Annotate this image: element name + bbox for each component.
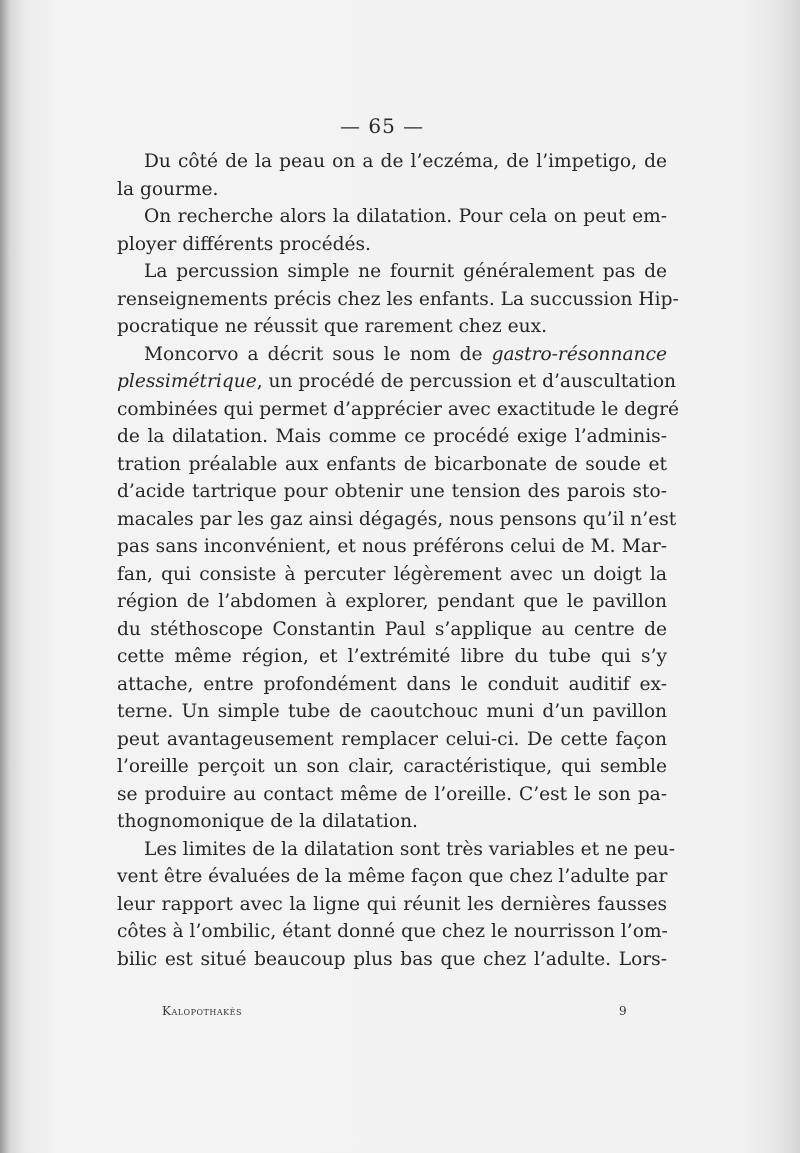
text-line: La percussion simple ne fournit généralement pas de [144, 261, 667, 282]
text-run: Moncorvo a décrit sous le nom de [144, 343, 492, 365]
text-line: pocratique ne réussit que rarement chez eux. [117, 316, 547, 337]
text-line: de la dilatation. Mais comme ce procédé exige l’adminis- [117, 426, 667, 447]
text-line: région de l’abdomen à explorer, pendant que le pavillon [117, 591, 667, 612]
text-line: fan, qui consiste à percuter légèrement avec un doigt la [117, 563, 667, 585]
text-line: terne. Un simple tube de caoutchouc muni d’un pavillon [117, 701, 667, 722]
text-line: bilic est situé beaucoup plus bas que chez l’adulte. Lors- [117, 948, 667, 970]
text-line: vent être évaluées de la même façon que chez l’adulte par [117, 866, 668, 887]
text-line: attache, entre profondément dans le conduit auditif ex- [117, 673, 667, 695]
text-line: macales par les gaz ainsi dégagés, nous pensons qu’il n’est [117, 508, 677, 530]
text-line: thognomonique de la dilatation. [117, 811, 418, 832]
italic-term: gastro-résonnance [491, 343, 667, 365]
text-line: leur rapport avec la ligne qui réunit les dernières fausses [117, 893, 667, 915]
paragraph-limits [117, 836, 676, 974]
text-run: , un procédé de percussion et d’auscultation [256, 371, 677, 392]
text-line: pas sans inconvénient, et nous préférons celui de M. Mar- [117, 536, 667, 557]
text-line: du stéthoscope Constantin Paul s’applique au centre de [117, 618, 667, 640]
text-line [117, 368, 677, 396]
text-line: Du côté de la peau on a de l’eczéma, de l’impetigo, de [144, 151, 667, 172]
paragraph-percussion [117, 258, 679, 341]
text-line: d’acide tartrique pour obtenir une tension des parois sto- [117, 481, 667, 502]
signature-author: Kalopothakès [162, 1004, 242, 1018]
page-number: — 65 — [340, 114, 425, 138]
page-body [117, 148, 679, 973]
text-line: ployer différents procédés. [117, 233, 371, 255]
text-line: On recherche alors la dilatation. Pour cela on peut em- [144, 206, 667, 227]
text-line: se produire au contact même de l’oreille. C’est le son pa- [117, 783, 667, 805]
text-line [117, 341, 667, 369]
text-line: la gourme. [117, 178, 219, 200]
text-line: l’oreille perçoit un son clair, caractéristique, qui semble [117, 756, 667, 777]
text-line: renseignements précis chez les enfants. La succussion Hip- [117, 288, 679, 310]
paragraph-skin [117, 148, 667, 203]
text-line: tration préalable aux enfants de bicarbonate de soude et [117, 453, 667, 475]
text-line: Les limites de la dilatation sont très variables et ne peu- [144, 838, 676, 860]
text-line: cette même région, et l’extrémité libre du tube qui s’y [117, 646, 667, 667]
signature-mark: 9 [619, 1004, 627, 1018]
paragraph-moncorvo [117, 341, 679, 836]
italic-term: plessimétrique [117, 371, 257, 392]
text-line: peut avantageusement remplacer celui-ci. De cette façon [117, 728, 667, 750]
text-line: côtes à l’ombilic, étant donné que chez le nourrisson l’om- [117, 921, 668, 942]
paragraph-dilatation [117, 203, 667, 258]
text-line: combinées qui permet d’apprécier avec exactitude le degré [117, 398, 679, 420]
